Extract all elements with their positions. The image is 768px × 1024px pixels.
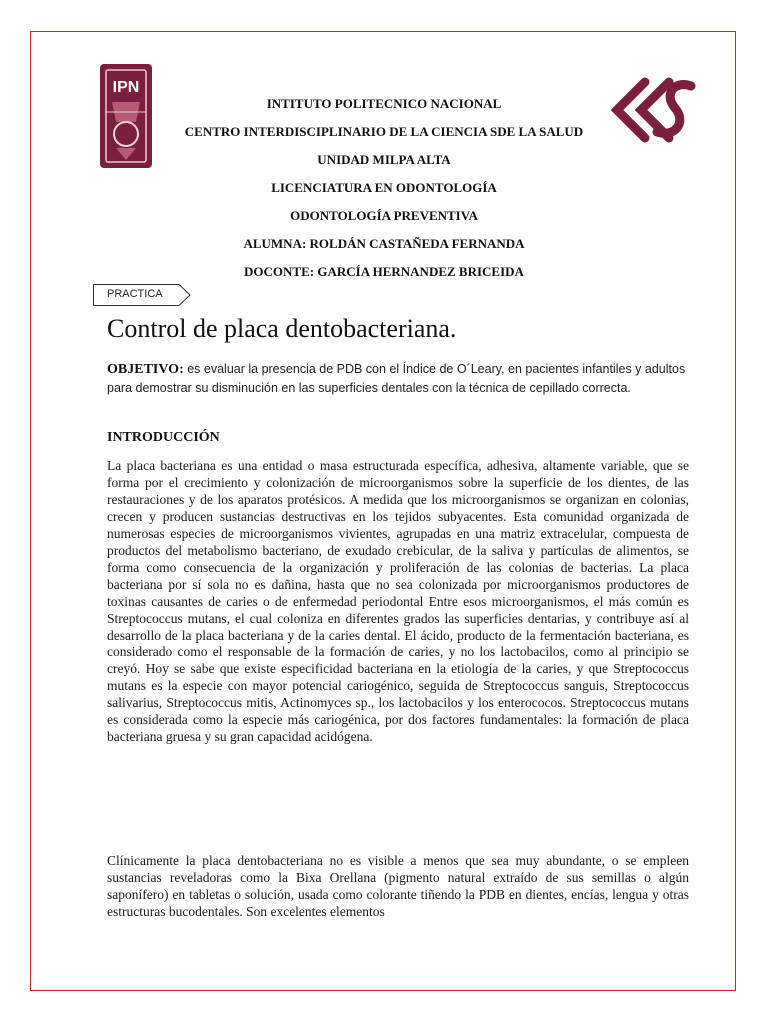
cics-logo-text: CICS: [658, 146, 662, 147]
header-course: ODONTOLOGÍA PREVENTIVA: [290, 208, 478, 223]
header-institute: INTITUTO POLITECNICO NACIONAL: [266, 96, 502, 111]
header-unit: UNIDAD MILPA ALTA: [317, 152, 451, 167]
objective-section: [107, 360, 689, 397]
ipn-logo-text: IPN: [112, 79, 140, 96]
introduction-paragraph-1: La placa bacteriana es una entidad o masa estructurada específica, adhesiva, altamente variable, que se forma por el crecimiento y colonización de microorganismos sobre la superficie de los dientes, de las restauraciones y de los aparatos protésicos. A medida que los microorganismos se organizan en colonias, crecen y producen sustancias destructivas en los tejidos subyacentes. Esta comunidad organizada de numerosas especies de microorganismos vivientes, agrupadas en una matriz extracelular, compuesta de productos del metabolismo bacteriano, de exudado crebicular, de la saliva y partículas de alimentos, se forma como consecuencia de la organización y proliferación de las colonias de bacterias. La placa bacteriana por sí sola no es dañina, hasta que no sea colonizada por microorganismos productores de toxinas causantes de caries o de enfermedad periodontal Entre esos microorganismos, el más común es Streptococcus mutans, el cual coloniza en diferentes grados las superficies dentarias, y contribuye así al desarrollo de la placa bacteriana y de la caries dental. El ácido, producto de la fermentación bacteriana, es considerado como el responsable de la formación de caries, y no los lactobacilos, como al principio se creyó. Hoy se sabe que existe especificidad bacteriana en la etiología de la caries, y que Streptococcus mutans es la especie con mayor potencial cariogénico, seguida de Streptococcus sanguis, Streptococcus salivarius, Streptococcus mitis, Actinomyces sp., los lactobacilos y los enterococos. Streptococcus mutans es considerada como la especie más cariogénica, por dos factores fundamentales: la formación de placa bacteriana gruesa y su gran capacidad acidógena.: [107, 458, 689, 745]
header-center: CENTRO INTERDISCIPLINARIO DE LA CIENCIA SDE LA SALUD: [184, 124, 584, 139]
objective-label: OBJETIVO:: [107, 362, 184, 377]
introduction-heading: INTRODUCCIÓN: [107, 430, 220, 445]
header-degree: LICENCIATURA EN ODONTOLOGÍA: [271, 180, 497, 195]
header-student: ALUMNA: ROLDÁN CASTAÑEDA FERNANDA: [243, 236, 525, 251]
introduction-paragraph-2: Clínicamente la placa dentobacteriana no es visible a menos que sea muy abundante, o se empleen sustancias reveladoras como la Bixa Orellana (pigmento natural extraído de sus semillas o algún saponífero) en tabletas o solución, usada como colorante tiñendo la PDB en dientes, encías, lengua y otras estructuras bucodentales. Son excelentes elementos: [107, 853, 689, 919]
header-teacher: DOCONTE: GARCÍA HERNANDEZ BRICEIDA: [244, 264, 524, 279]
institution-header: [160, 90, 608, 286]
objective-text: es evaluar la presencia de PDB con el Índice de O´Leary, en pacientes infantiles y adultos para demostrar su disminución en las superficies dentales con la técnica de cepillado correcta.: [107, 362, 686, 395]
practica-tag: [93, 284, 191, 306]
cics-logo-icon: [605, 72, 715, 148]
practica-tag-label: PRACTICA: [107, 288, 163, 300]
ipn-logo-icon: [94, 62, 158, 170]
document-title: Control de placa dentobacteriana.: [107, 314, 457, 343]
